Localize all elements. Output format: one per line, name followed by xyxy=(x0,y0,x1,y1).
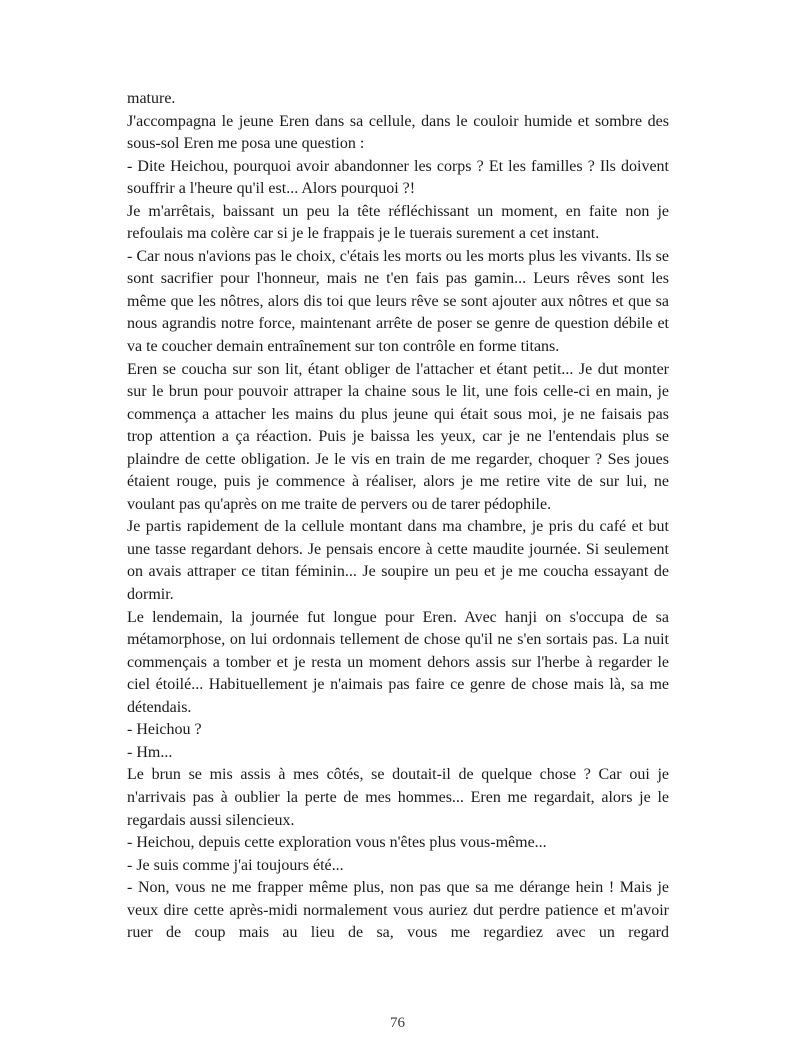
paragraph-dialogue: - Dite Heichou, pourquoi avoir abandonner les corps ? Et les familles ? Ils doivent souffrir a l'heure qu'il est... Alors pourquoi ?! xyxy=(127,157,669,198)
page-number: 76 xyxy=(390,1015,405,1031)
paragraph-dialogue-continues: - Non, vous ne me frapper même plus, non pas que sa me dérange hein ! Mais je veux dire cette après-midi normalement vous auriez dut perdre patience et m'avoir ruer de coup mais au lieu de sa, vous me regardiez avec un regard xyxy=(127,879,669,942)
paragraph: Je partis rapidement de la cellule montant dans ma chambre, je pris du café et but une tasse regardant dehors. Je pensais encore à cette maudite journée. Si seulement on avais attraper ce titan féminin... Je soupire un peu et je me coucha essayant de dormir. xyxy=(127,518,669,604)
paragraph: Le brun se mis assis à mes côtés, se doutait-il de quelque chose ? Car oui je n'arrivais pas à oublier la perte de mes hommes... Eren me regardait, alors je le regardais aussi silencieux. xyxy=(127,766,669,829)
paragraph-continuation: mature. xyxy=(127,90,176,107)
paragraph-dialogue: - Hm... xyxy=(127,743,173,761)
paragraph: J'accompagna le jeune Eren dans sa cellule, dans le couloir humide et sombre des sous-sol Eren me posa une question : xyxy=(127,112,669,153)
paragraph: Je m'arrêtais, baissant un peu la tête réfléchissant un moment, en faite non je refoulais ma colère car si je le frappais je le tuerais surement a cet instant. xyxy=(127,202,669,243)
paragraph-dialogue: - Car nous n'avions pas le choix, c'étais les morts ou les morts plus les vivants. Ils se sont sacrifier pour l'honneur, mais ne t'en fais pas gamin... Leurs rêves sont les même que les nôtres, alors dis toi que leurs rêve se sont ajouter aux nôtres et que sa nous agrandis notre force, maintenant arrête de poser se genre de question débile et va te coucher demain entraînement sur ton contrôle en forme titans. xyxy=(127,247,669,356)
body-text xyxy=(127,88,669,945)
paragraph: Le lendemain, la journée fut longue pour Eren. Avec hanji on s'occupa de sa métamorphose, on lui ordonnais tellement de chose qu'il ne s'en sortais pas. La nuit commençais a tomber et je resta un moment dehors assis sur l'herbe à regarder le ciel étoilé... Habituellement je n'aimais pas faire ce genre de chose mais là, sa me détendais. xyxy=(127,608,669,716)
paragraph-dialogue: - Heichou ? xyxy=(127,721,202,739)
paragraph-dialogue: - Heichou, depuis cette exploration vous n'êtes plus vous-même... xyxy=(127,834,547,852)
paragraph: Eren se coucha sur son lit, étant obliger de l'attacher et étant petit... Je dut monter sur le brun pour pouvoir attraper la chaine sous le lit, une fois celle-ci en main, je commença a attacher les mains du plus jeune qui était sous moi, je ne faisais pas trop attention a ça réaction. Puis je baissa les yeux, car je ne l'entendais plus se plaindre de cette obligation. Je le vis en train de me regarder, choquer ? Ses joues étaient rouge, puis je commence à réaliser, alors je me retire vite de sur lui, ne voulant pas qu'après on me traite de pervers ou de tarer pédophile. xyxy=(127,360,669,513)
paragraph-dialogue: - Je suis comme j'ai toujours été... xyxy=(127,856,344,874)
